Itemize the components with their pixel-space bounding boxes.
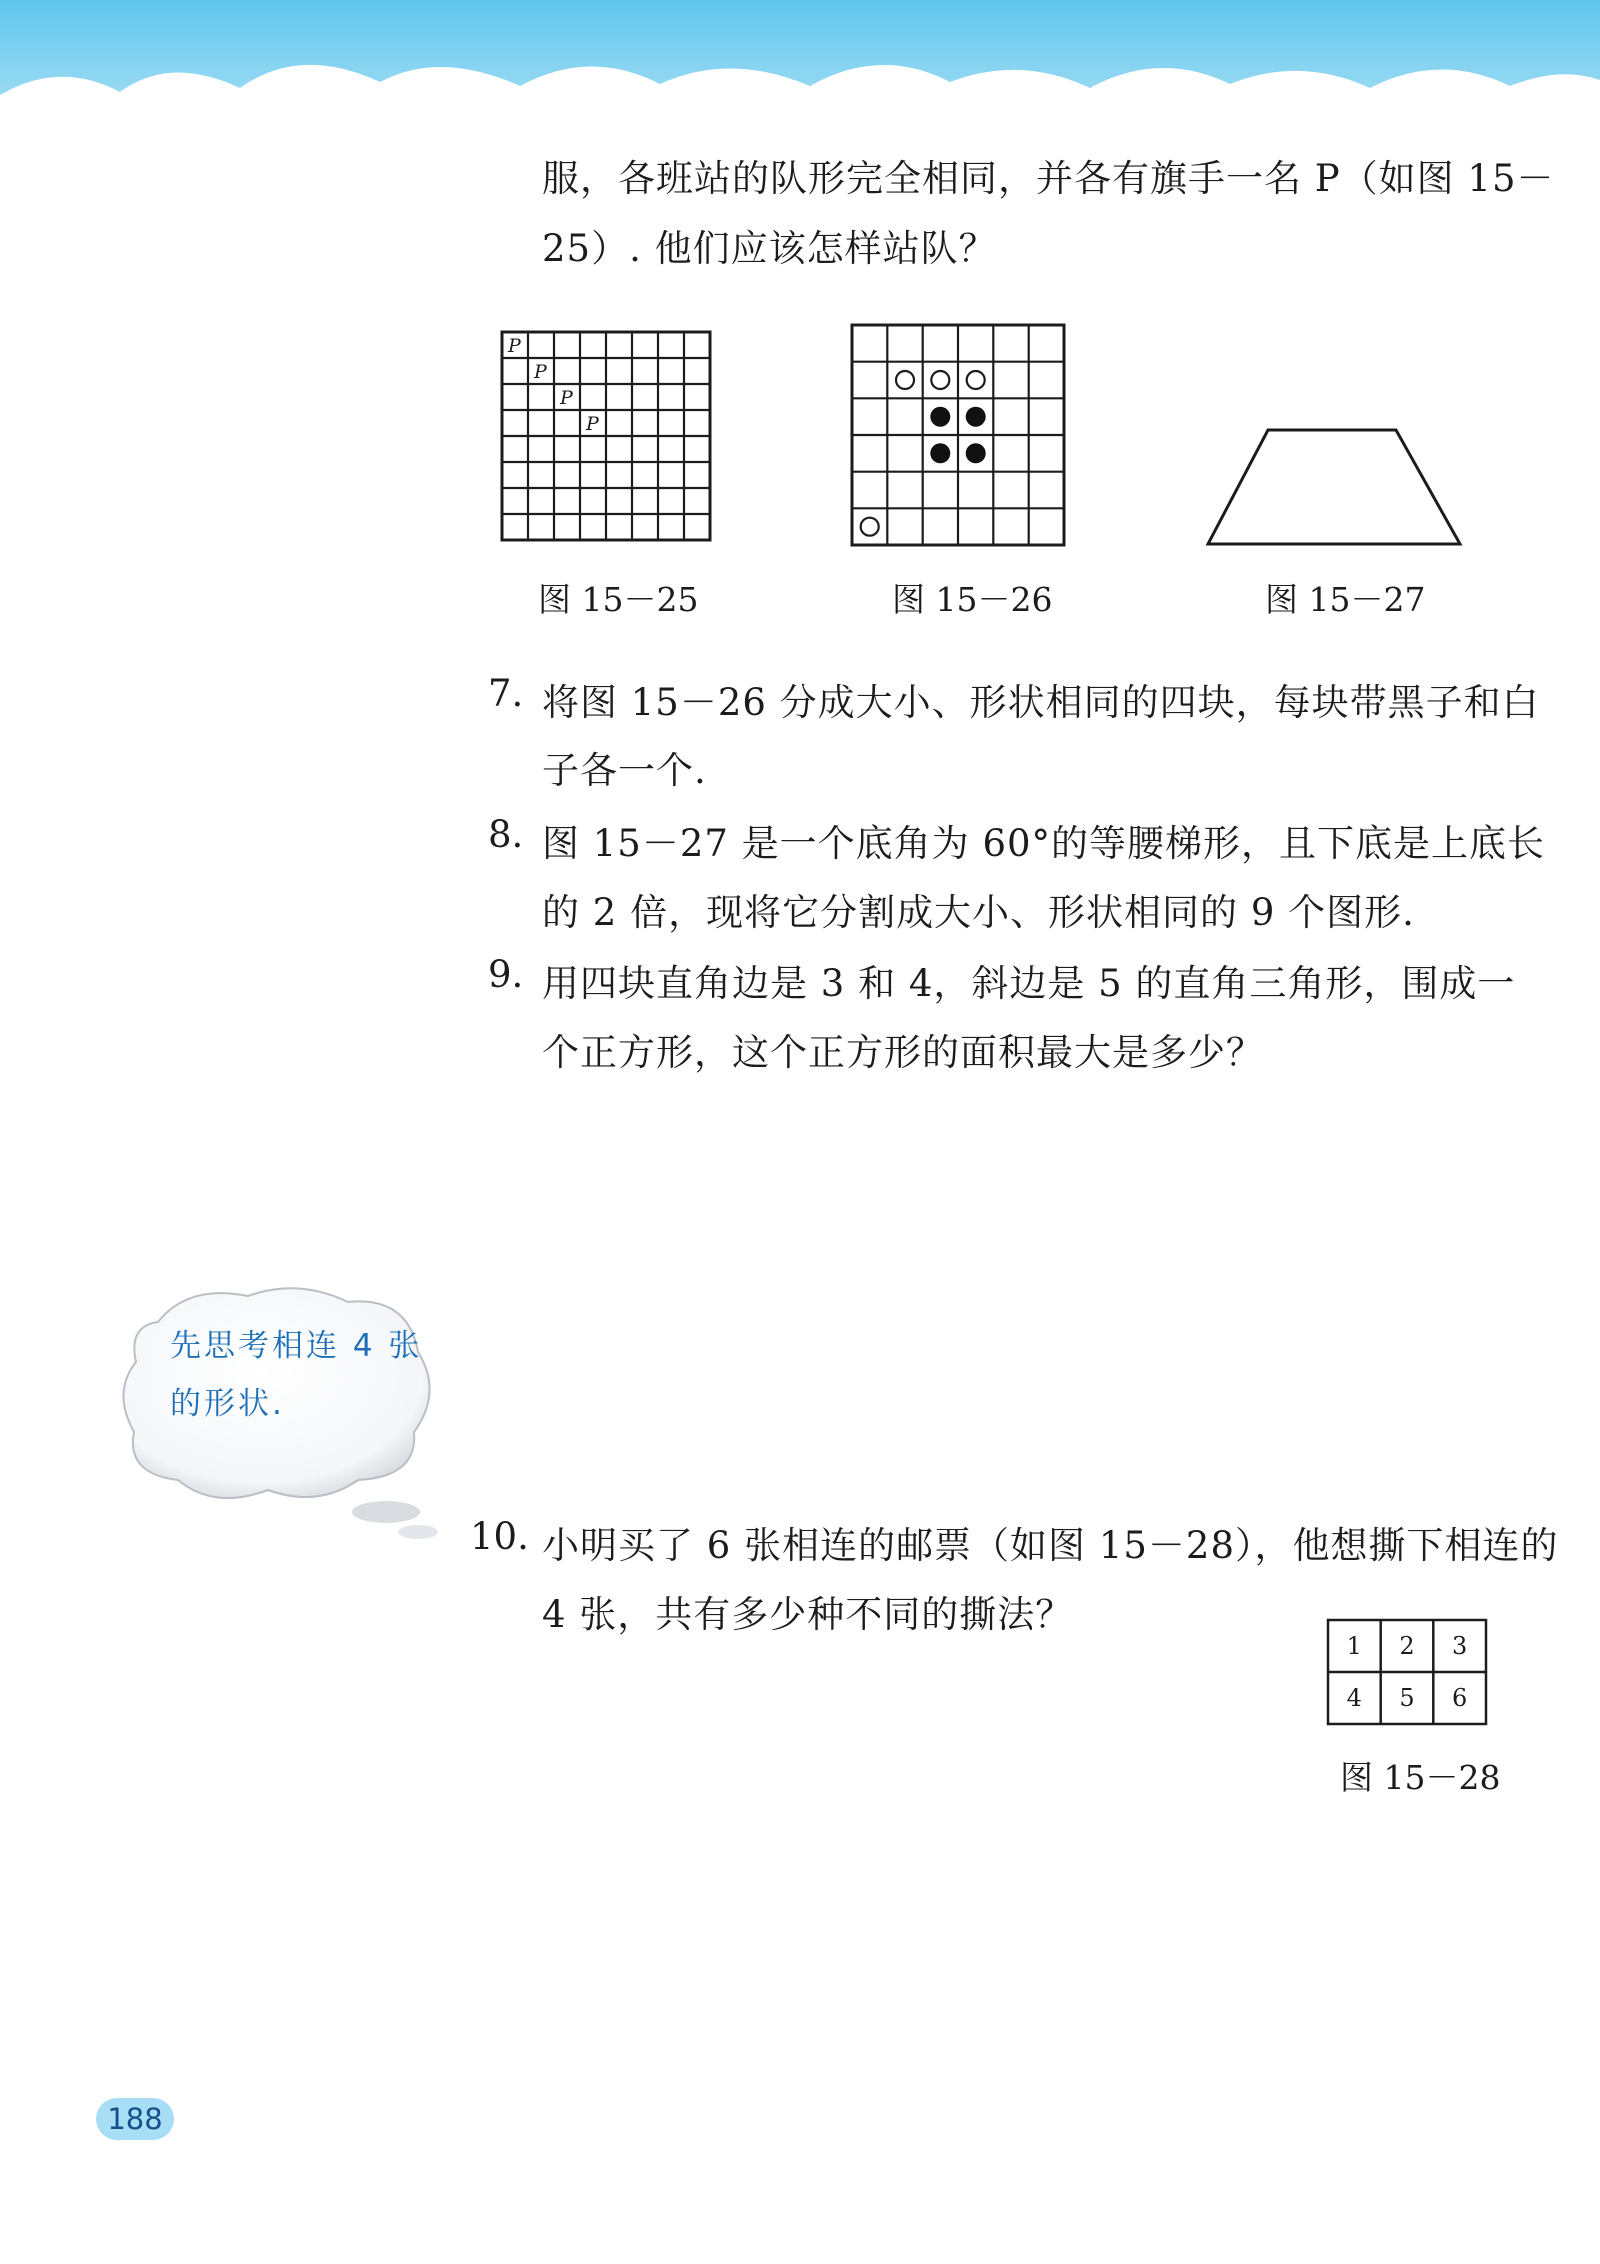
flag-p-1: P — [508, 335, 521, 357]
problem-8-line-2: 的 2 倍，现将它分割成大小、形状相同的 9 个图形. — [542, 891, 1415, 934]
black-stone-2 — [966, 407, 986, 427]
stamp-1: 1 — [1346, 1632, 1362, 1660]
problem-10-line-2: 4 张，共有多少种不同的撕法？ — [542, 1593, 1074, 1636]
figure-15-26-caption: 图 15－26 — [892, 580, 1053, 619]
black-stone-3 — [930, 443, 950, 463]
cloud-edge-decoration — [0, 0, 1600, 170]
figure-15-28-stamps — [1326, 1618, 1490, 1728]
tip-line-1: 先思考相连 4 张 — [170, 1328, 423, 1364]
figure-15-25-caption: 图 15－25 — [538, 580, 699, 619]
problem-8-line-1: 图 15－27 是一个底角为 60°的等腰梯形，且下底是上底长 — [542, 822, 1546, 865]
problem-7-line-2: 子各一个. — [542, 749, 707, 792]
problem-10-number: 10. — [470, 1515, 529, 1558]
stamp-6: 6 — [1452, 1684, 1468, 1712]
figure-15-26-grid — [850, 323, 1068, 549]
figure-15-25-grid — [500, 330, 716, 546]
problem-10-line-1: 小明买了 6 张相连的邮票（如图 15－28），他想撕下相连的 — [542, 1524, 1559, 1567]
stamp-4: 4 — [1346, 1684, 1362, 1712]
flag-p-3: P — [560, 387, 573, 409]
figure-15-28-caption: 图 15－28 — [1340, 1758, 1501, 1797]
problem-6-line-1: 服，各班站的队形完全相同，并各有旗手一名 P（如图 15－ — [542, 157, 1555, 200]
problem-9-number: 9. — [488, 953, 524, 996]
figure-15-27-trapezoid — [1200, 420, 1470, 550]
page-number: 188 — [96, 2098, 174, 2140]
problem-7-line-1: 将图 15－26 分成大小、形状相同的四块，每块带黑子和白 — [542, 681, 1540, 724]
white-stone-1 — [896, 371, 914, 389]
flag-p-4: P — [586, 413, 599, 435]
problem-8-number: 8. — [488, 813, 524, 856]
problem-6-line-2: 25）. 他们应该怎样站队？ — [542, 227, 997, 270]
flag-p-2: P — [534, 361, 547, 383]
problem-9-line-2: 个正方形，这个正方形的面积最大是多少？ — [542, 1031, 1264, 1074]
black-stone-1 — [930, 407, 950, 427]
figure-15-27-caption: 图 15－27 — [1265, 580, 1426, 619]
problem-7-number: 7. — [488, 672, 524, 715]
black-stone-4 — [966, 443, 986, 463]
problem-9-line-1: 用四块直角边是 3 和 4，斜边是 5 的直角三角形，围成一 — [542, 962, 1516, 1005]
white-stone-3 — [967, 371, 985, 389]
stamp-3: 3 — [1452, 1632, 1468, 1660]
tip-line-2: 的形状. — [170, 1386, 285, 1422]
white-stone-4 — [861, 518, 879, 536]
white-stone-2 — [931, 371, 949, 389]
stamp-5: 5 — [1399, 1684, 1415, 1712]
stamp-2: 2 — [1399, 1632, 1415, 1660]
